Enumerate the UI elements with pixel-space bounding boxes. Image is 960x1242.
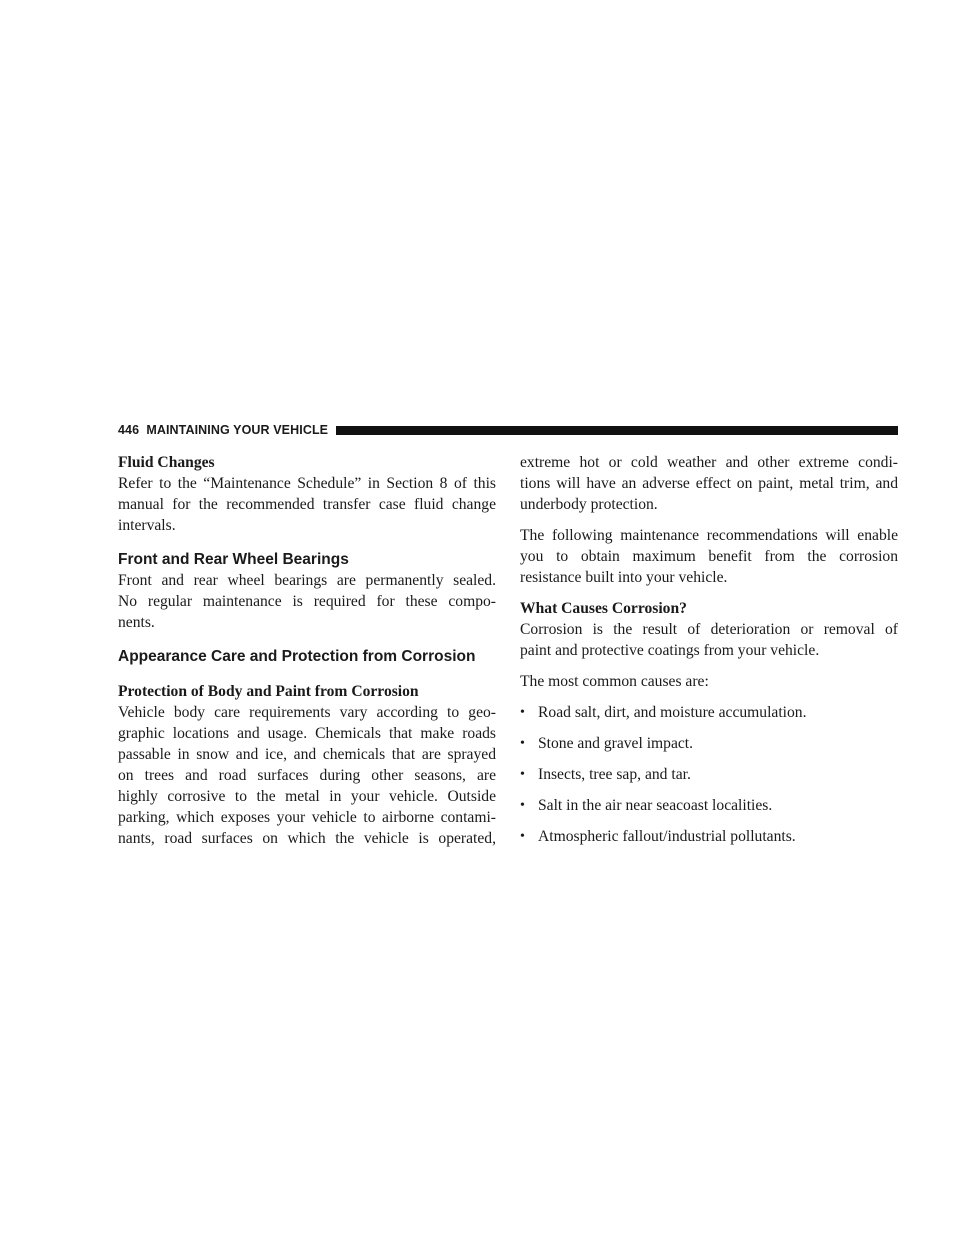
text-line: nents. — [118, 614, 155, 631]
bullet-icon: • — [520, 829, 525, 844]
list-item — [520, 795, 898, 816]
left-column — [118, 452, 496, 849]
text-line: The following maintenance recommendations will enable — [520, 527, 898, 544]
list-item-text: Road salt, dirt, and moisture accumulation. — [538, 704, 807, 721]
text-line: highly corrosive to the metal in your vehicle. Outside — [118, 788, 496, 805]
text-line: No regular maintenance is required for these compo- — [118, 593, 496, 610]
body-paint-heading: Protection of Body and Paint from Corrosion — [118, 683, 419, 700]
text-line: tions will have an adverse effect on paint, metal trim, and — [520, 475, 898, 492]
text-line: passable in snow and ice, and chemicals that are sprayed — [118, 746, 496, 763]
list-item-text: Atmospheric fallout/industrial pollutants. — [538, 828, 796, 845]
wheel-bearings-heading: Front and Rear Wheel Bearings — [118, 551, 349, 568]
text-line: extreme hot or cold weather and other extreme condi- — [520, 454, 898, 471]
bullet-icon: • — [520, 767, 525, 782]
header-rule — [336, 426, 898, 435]
text-line: manual for the recommended transfer case fluid change — [118, 496, 496, 513]
list-item — [520, 764, 898, 785]
corrosion-definition-paragraph — [520, 619, 898, 661]
page-header — [118, 420, 898, 440]
recommendations-paragraph — [520, 525, 898, 588]
text-line: you to obtain maximum benefit from the corrosion — [520, 548, 898, 565]
text-line: Vehicle body care requirements vary according to geo- — [118, 704, 496, 721]
text-line: underbody protection. — [520, 496, 658, 513]
page-header-text — [118, 423, 328, 437]
text-line: on trees and road surfaces during other seasons, are — [118, 767, 496, 784]
causes-intro: The most common causes are: — [520, 673, 709, 690]
list-item-text: Salt in the air near seacoast localities. — [538, 797, 773, 814]
fluid-changes-paragraph — [118, 473, 496, 536]
section-title: MAINTAINING YOUR VEHICLE — [146, 423, 329, 437]
page-number: 446 — [118, 423, 140, 437]
list-item — [520, 826, 898, 847]
bullet-icon: • — [520, 798, 525, 813]
list-item — [520, 702, 898, 723]
text-line: Refer to the “Maintenance Schedule” in Section 8 of this — [118, 475, 496, 492]
text-line: paint and protective coatings from your vehicle. — [520, 642, 820, 659]
list-item — [520, 733, 898, 754]
text-line: resistance built into your vehicle. — [520, 569, 728, 586]
text-line: intervals. — [118, 517, 176, 534]
list-item-text: Stone and gravel impact. — [538, 735, 694, 752]
causes-list — [520, 702, 898, 847]
list-item-text: Insects, tree sap, and tar. — [538, 766, 691, 783]
text-line: Corrosion is the result of deterioration or removal of — [520, 621, 898, 638]
bullet-icon: • — [520, 736, 525, 751]
text-line: nants, road surfaces on which the vehicle is operated, — [118, 830, 496, 847]
bullet-icon: • — [520, 705, 525, 720]
fluid-changes-heading: Fluid Changes — [118, 454, 215, 471]
corrosion-causes-heading: What Causes Corrosion? — [520, 600, 687, 617]
wheel-bearings-paragraph — [118, 570, 496, 633]
body-paint-paragraph — [118, 702, 496, 849]
right-column — [520, 452, 898, 847]
continued-paragraph — [520, 452, 898, 515]
text-line: Front and rear wheel bearings are permanently sealed. — [118, 572, 496, 589]
text-line: graphic locations and usage. Chemicals that make roads — [118, 725, 496, 742]
appearance-care-heading: Appearance Care and Protection from Corrosion — [118, 648, 476, 665]
text-line: parking, which exposes your vehicle to airborne contami- — [118, 809, 496, 826]
